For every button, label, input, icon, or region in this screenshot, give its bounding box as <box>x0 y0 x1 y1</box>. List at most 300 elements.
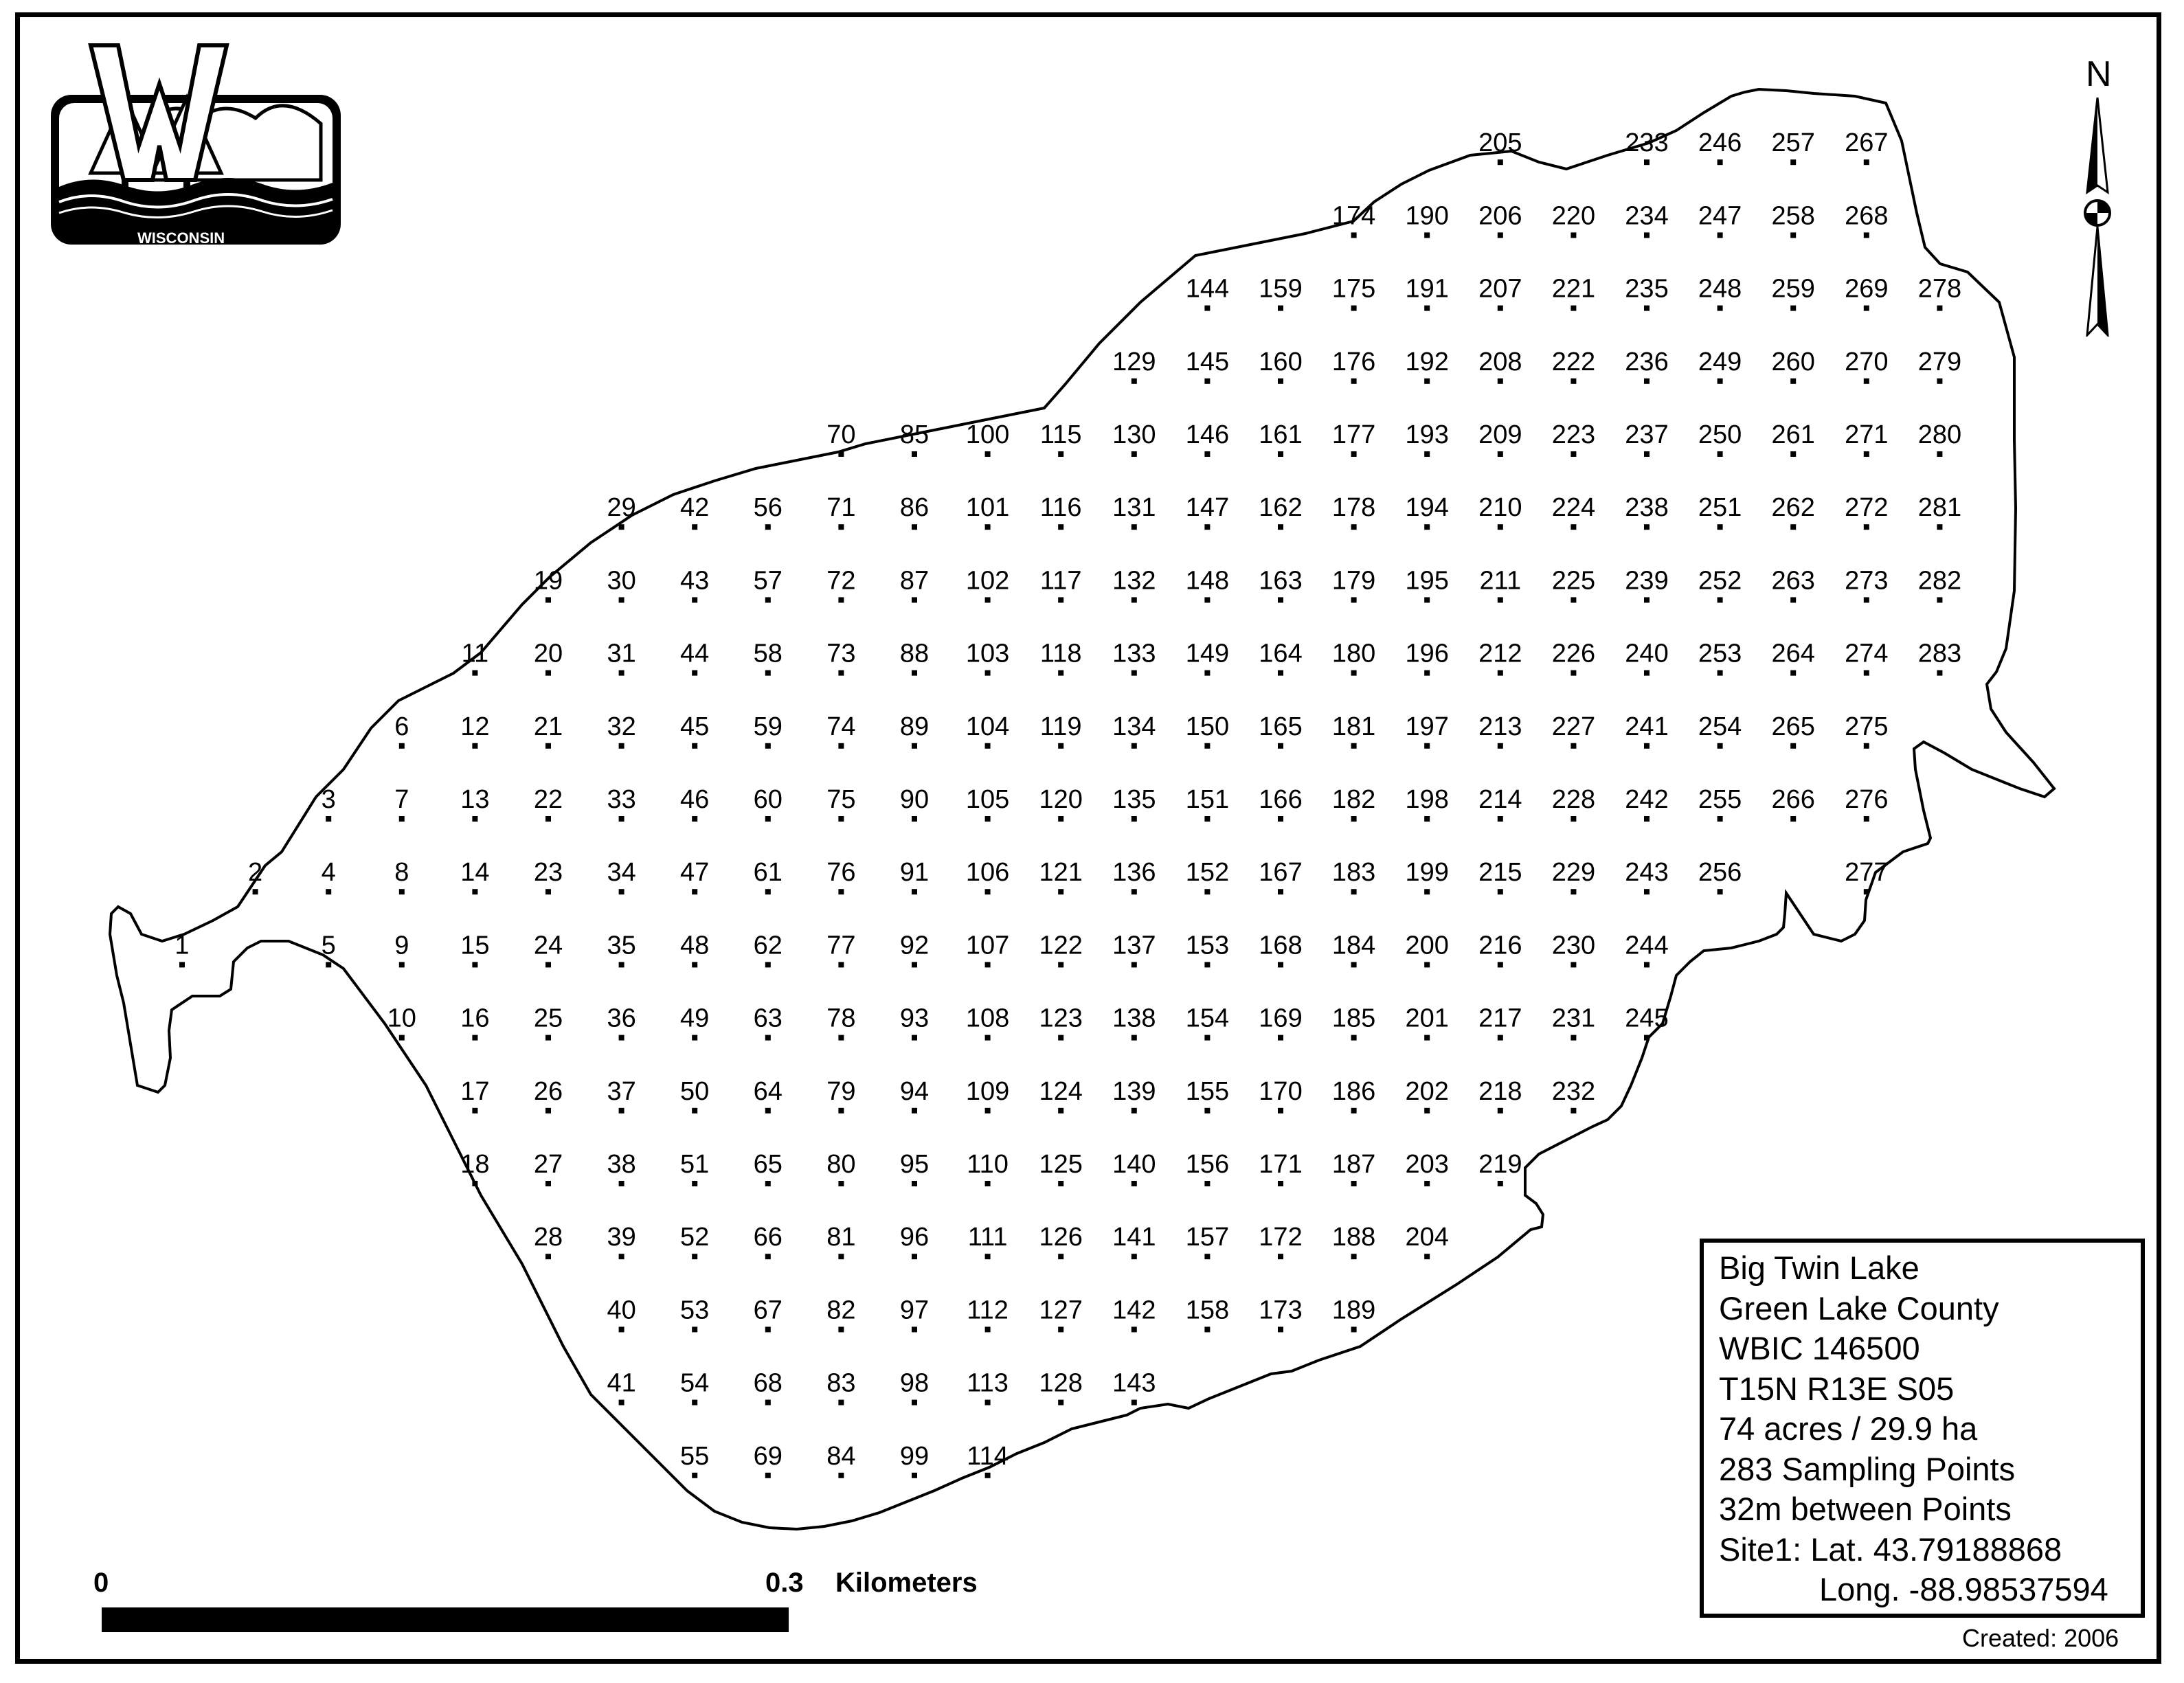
sampling-point-label: 130 <box>1112 420 1156 449</box>
sampling-point-label: 97 <box>899 1296 930 1325</box>
sampling-point-label: 112 <box>967 1296 1009 1325</box>
sampling-point-label: 179 <box>1331 566 1376 596</box>
sampling-point-label: 88 <box>899 639 930 668</box>
sampling-point-label: 196 <box>1405 639 1449 668</box>
sampling-point-label: 190 <box>1405 201 1449 231</box>
sampling-point-label: 91 <box>899 858 930 888</box>
sampling-point-label: 123 <box>1039 1004 1083 1033</box>
sampling-point-label: 18 <box>460 1150 490 1179</box>
sampling-point-label: 199 <box>1405 858 1449 888</box>
sampling-point-label: 149 <box>1185 639 1230 668</box>
north-arrow-icon <box>2082 96 2113 337</box>
lake-name: Big Twin Lake <box>1719 1250 1920 1286</box>
sampling-point-label: 12 <box>460 712 490 741</box>
sampling-point-label: 200 <box>1405 931 1449 960</box>
sampling-point-label: 210 <box>1478 493 1522 523</box>
sampling-point-label: 6 <box>394 712 409 741</box>
sampling-point-label: 215 <box>1478 858 1522 888</box>
sampling-point-label: 131 <box>1112 493 1156 523</box>
sampling-point-label: 22 <box>533 785 563 814</box>
sampling-point-label: 172 <box>1259 1223 1303 1252</box>
sampling-point-label: 176 <box>1331 347 1376 376</box>
scale-end-label: 0.3 <box>765 1568 804 1598</box>
sampling-point-label: 267 <box>1845 128 1889 158</box>
sampling-count: 283 Sampling Points <box>1719 1450 2016 1487</box>
sampling-point-label: 232 <box>1551 1076 1596 1106</box>
sampling-point-label: 21 <box>533 712 563 741</box>
sampling-point-label: 270 <box>1845 347 1889 376</box>
sampling-point-label: 154 <box>1185 1004 1230 1033</box>
sampling-point-label: 128 <box>1039 1368 1083 1398</box>
sampling-point-label: 59 <box>753 712 783 741</box>
sampling-point-label: 48 <box>680 931 710 960</box>
sampling-point-label: 40 <box>607 1296 636 1325</box>
sampling-point-label: 75 <box>826 785 856 814</box>
sampling-point-label: 44 <box>680 639 710 668</box>
sampling-point-label: 216 <box>1478 931 1522 960</box>
sampling-point-label: 113 <box>967 1368 1009 1398</box>
sampling-point-label: 257 <box>1771 128 1815 158</box>
sampling-point-label: 229 <box>1551 858 1596 888</box>
scale-unit-label: Kilometers <box>835 1568 978 1598</box>
sampling-point-label: 184 <box>1331 931 1376 960</box>
sampling-point-label: 24 <box>533 931 563 960</box>
dnr-logo <box>49 43 363 270</box>
sampling-point-label: 188 <box>1331 1223 1376 1252</box>
sampling-point-label: 219 <box>1478 1150 1522 1179</box>
sampling-point-label: 102 <box>965 566 1010 596</box>
sampling-point-label: 178 <box>1331 493 1376 523</box>
sampling-point-label: 213 <box>1478 712 1522 741</box>
sampling-point-label: 129 <box>1112 347 1156 376</box>
sampling-point-label: 180 <box>1331 639 1376 668</box>
sampling-point-label: 272 <box>1845 493 1889 523</box>
sampling-point-label: 71 <box>826 493 856 523</box>
sampling-point-label: 117 <box>1039 566 1082 596</box>
sampling-point-label: 116 <box>1039 493 1082 523</box>
sampling-point-label: 263 <box>1771 566 1815 596</box>
sampling-point-label: 265 <box>1771 712 1815 741</box>
sampling-point-label: 11 <box>461 639 489 668</box>
sampling-point-label: 281 <box>1917 493 1962 523</box>
sampling-point-label: 28 <box>533 1223 563 1252</box>
sampling-point-label: 174 <box>1331 201 1376 231</box>
sampling-point-label: 192 <box>1405 347 1449 376</box>
logo-line-1: WISCONSIN <box>137 229 225 247</box>
sampling-point-label: 74 <box>826 712 856 741</box>
sampling-point-label: 276 <box>1845 785 1889 814</box>
scale-bar <box>102 1607 789 1632</box>
sampling-point-label: 170 <box>1259 1076 1303 1106</box>
sampling-point-label: 72 <box>826 566 856 596</box>
sampling-point-label: 23 <box>533 858 563 888</box>
sampling-point-label: 100 <box>965 420 1010 449</box>
sampling-point-label: 266 <box>1771 785 1815 814</box>
sampling-point-label: 124 <box>1039 1076 1083 1106</box>
sampling-point-label: 19 <box>533 566 563 596</box>
sampling-point-label: 142 <box>1112 1296 1156 1325</box>
sampling-point-label: 274 <box>1845 639 1889 668</box>
sampling-point-label: 254 <box>1698 712 1742 741</box>
sampling-point-label: 157 <box>1185 1223 1230 1252</box>
sampling-point-label: 66 <box>753 1223 783 1252</box>
sampling-point-label: 33 <box>607 785 636 814</box>
sampling-point-label: 51 <box>680 1150 710 1179</box>
sampling-point-label: 173 <box>1259 1296 1303 1325</box>
sampling-point-label: 125 <box>1039 1150 1083 1179</box>
sampling-point-label: 42 <box>680 493 710 523</box>
sampling-point-label: 15 <box>460 931 490 960</box>
sampling-point-label: 110 <box>967 1150 1009 1179</box>
sampling-point-label: 264 <box>1771 639 1815 668</box>
sampling-point-label: 238 <box>1625 493 1669 523</box>
sampling-point-label: 153 <box>1185 931 1230 960</box>
sampling-point-label: 152 <box>1185 858 1230 888</box>
sampling-point-label: 225 <box>1551 566 1596 596</box>
sampling-point-label: 205 <box>1478 128 1522 158</box>
point-spacing: 32m between Points <box>1719 1491 2012 1527</box>
sampling-point-label: 103 <box>965 639 1010 668</box>
sampling-point-label: 206 <box>1478 201 1522 231</box>
sampling-point-label: 158 <box>1185 1296 1230 1325</box>
sampling-point-label: 85 <box>899 420 930 449</box>
sampling-point-label: 194 <box>1405 493 1449 523</box>
sampling-point-label: 62 <box>753 931 783 960</box>
sampling-point-label: 277 <box>1845 858 1889 888</box>
lake-area: 74 acres / 29.9 ha <box>1719 1410 1978 1447</box>
sampling-point-label: 244 <box>1625 931 1669 960</box>
sampling-point-label: 43 <box>680 566 710 596</box>
sampling-point-label: 231 <box>1551 1004 1596 1033</box>
sampling-point-label: 168 <box>1259 931 1303 960</box>
sampling-point-label: 132 <box>1112 566 1156 596</box>
sampling-point-label: 251 <box>1698 493 1742 523</box>
sampling-point-label: 228 <box>1551 785 1596 814</box>
sampling-point-label: 209 <box>1478 420 1522 449</box>
sampling-point-label: 166 <box>1259 785 1303 814</box>
sampling-point-label: 280 <box>1917 420 1962 449</box>
sampling-point-label: 46 <box>680 785 710 814</box>
sampling-point-label: 96 <box>899 1223 930 1252</box>
sampling-point-label: 115 <box>1039 420 1082 449</box>
sampling-point-label: 261 <box>1771 420 1815 449</box>
sampling-point-label: 282 <box>1917 566 1962 596</box>
sampling-point-label: 60 <box>753 785 783 814</box>
sampling-point-label: 25 <box>533 1004 563 1033</box>
sampling-point-label: 139 <box>1112 1076 1156 1106</box>
sampling-point-label: 151 <box>1185 785 1230 814</box>
sampling-point-label: 148 <box>1185 566 1230 596</box>
sampling-point-label: 5 <box>321 931 336 960</box>
sampling-point-label: 275 <box>1845 712 1889 741</box>
sampling-point-label: 140 <box>1112 1150 1156 1179</box>
sampling-point-label: 138 <box>1112 1004 1156 1033</box>
sampling-point-label: 220 <box>1551 201 1596 231</box>
sampling-point-label: 50 <box>680 1076 710 1106</box>
sampling-point-label: 155 <box>1185 1076 1230 1106</box>
logo-line-2: DEPT. OF NATURAL RESOURCES <box>120 253 363 270</box>
sampling-point-label: 4 <box>321 858 336 888</box>
sampling-point-label: 189 <box>1331 1296 1376 1325</box>
sampling-point-label: 101 <box>965 493 1010 523</box>
sampling-point-label: 183 <box>1331 858 1376 888</box>
sampling-point-label: 217 <box>1478 1004 1522 1033</box>
sampling-point-label: 233 <box>1625 128 1669 158</box>
sampling-point-label: 49 <box>680 1004 710 1033</box>
sampling-point-label: 81 <box>826 1223 856 1252</box>
sampling-point-label: 283 <box>1917 639 1962 668</box>
sampling-point-label: 191 <box>1405 274 1449 304</box>
sampling-point-label: 145 <box>1185 347 1230 376</box>
sampling-point-label: 107 <box>965 931 1010 960</box>
sampling-point-label: 169 <box>1259 1004 1303 1033</box>
sampling-point-label: 162 <box>1259 493 1303 523</box>
sampling-point-label: 47 <box>680 858 710 888</box>
sampling-point-label: 271 <box>1845 420 1889 449</box>
lake-info-box <box>1700 1239 2145 1618</box>
sampling-point-label: 226 <box>1551 639 1596 668</box>
sampling-point-label: 262 <box>1771 493 1815 523</box>
sampling-point-label: 236 <box>1625 347 1669 376</box>
sampling-point-label: 234 <box>1625 201 1669 231</box>
sampling-point-label: 177 <box>1331 420 1376 449</box>
sampling-point-label: 76 <box>826 858 856 888</box>
sampling-point-label: 39 <box>607 1223 636 1252</box>
sampling-point-label: 93 <box>899 1004 930 1033</box>
sampling-point-label: 64 <box>753 1076 783 1106</box>
sampling-point-label: 221 <box>1551 274 1596 304</box>
sampling-point-label: 16 <box>460 1004 490 1033</box>
sampling-point-label: 104 <box>965 712 1010 741</box>
sampling-point-label: 243 <box>1625 858 1669 888</box>
sampling-point-label: 223 <box>1551 420 1596 449</box>
sampling-point-label: 36 <box>607 1004 636 1033</box>
sampling-point-label: 202 <box>1405 1076 1449 1106</box>
sampling-point-label: 186 <box>1331 1076 1376 1106</box>
sampling-point-label: 239 <box>1625 566 1669 596</box>
sampling-point-label: 78 <box>826 1004 856 1033</box>
sampling-point-label: 143 <box>1112 1368 1156 1398</box>
sampling-point-label: 105 <box>965 785 1010 814</box>
sampling-point-label: 94 <box>899 1076 930 1106</box>
dnr-logo-icon <box>49 43 342 246</box>
sampling-point-label: 141 <box>1112 1223 1156 1252</box>
sampling-point-label: 195 <box>1405 566 1449 596</box>
sampling-point-label: 237 <box>1625 420 1669 449</box>
sampling-point-label: 273 <box>1845 566 1889 596</box>
sampling-point-label: 256 <box>1698 858 1742 888</box>
site-latitude: Site1: Lat. 43.79188868 <box>1719 1530 2062 1568</box>
sampling-point-label: 8 <box>394 858 409 888</box>
sampling-point-label: 252 <box>1698 566 1742 596</box>
sampling-point-label: 126 <box>1039 1223 1083 1252</box>
sampling-point-label: 235 <box>1625 274 1669 304</box>
sampling-point-label: 218 <box>1478 1076 1522 1106</box>
sampling-point-label: 106 <box>965 858 1010 888</box>
north-label: N <box>2086 54 2112 94</box>
sampling-point-label: 245 <box>1625 1004 1669 1033</box>
sampling-point-label: 32 <box>607 712 636 741</box>
sampling-point-label: 249 <box>1698 347 1742 376</box>
sampling-point-label: 7 <box>394 785 409 814</box>
sampling-point-label: 242 <box>1625 785 1669 814</box>
sampling-point-label: 144 <box>1185 274 1230 304</box>
sampling-point-label: 135 <box>1112 785 1156 814</box>
sampling-point-label: 207 <box>1478 274 1522 304</box>
sampling-point-label: 259 <box>1771 274 1815 304</box>
sampling-point-label: 3 <box>321 785 336 814</box>
sampling-point-label: 55 <box>680 1441 710 1471</box>
sampling-point-label: 68 <box>753 1368 783 1398</box>
sampling-point-label: 83 <box>826 1368 856 1398</box>
site-longitude: Long. -88.98537594 <box>1819 1571 2108 1607</box>
sampling-point-label: 278 <box>1917 274 1962 304</box>
sampling-point-label: 269 <box>1845 274 1889 304</box>
sampling-point-label: 146 <box>1185 420 1230 449</box>
sampling-point-label: 160 <box>1259 347 1303 376</box>
sampling-point-label: 201 <box>1405 1004 1449 1033</box>
sampling-point-label: 61 <box>753 858 783 888</box>
sampling-point-label: 159 <box>1259 274 1303 304</box>
sampling-point-label: 175 <box>1331 274 1376 304</box>
sampling-point-label: 95 <box>899 1150 930 1179</box>
sampling-point-label: 211 <box>1479 566 1522 596</box>
sampling-point-label: 163 <box>1259 566 1303 596</box>
sampling-point-label: 241 <box>1625 712 1669 741</box>
sampling-point-label: 67 <box>753 1296 783 1325</box>
sampling-point-label: 255 <box>1698 785 1742 814</box>
sampling-point-label: 77 <box>826 931 856 960</box>
sampling-point-label: 214 <box>1478 785 1522 814</box>
township-range: T15N R13E S05 <box>1719 1370 1955 1407</box>
sampling-point-label: 224 <box>1551 493 1596 523</box>
sampling-point-label: 118 <box>1039 639 1082 668</box>
sampling-point-label: 133 <box>1112 639 1156 668</box>
sampling-point-label: 204 <box>1405 1223 1449 1252</box>
sampling-point-label: 181 <box>1331 712 1376 741</box>
sampling-point-label: 57 <box>753 566 783 596</box>
sampling-point-label: 70 <box>826 420 856 449</box>
sampling-point-label: 167 <box>1259 858 1303 888</box>
sampling-point-label: 29 <box>607 493 636 523</box>
sampling-point-label: 109 <box>965 1076 1010 1106</box>
sampling-point-label: 248 <box>1698 274 1742 304</box>
sampling-point-label: 53 <box>680 1296 710 1325</box>
sampling-point-label: 35 <box>607 931 636 960</box>
sampling-point-label: 99 <box>899 1441 930 1471</box>
sampling-point-label: 185 <box>1331 1004 1376 1033</box>
sampling-point-label: 52 <box>680 1223 710 1252</box>
sampling-point-label: 111 <box>967 1223 1008 1252</box>
sampling-point-label: 250 <box>1698 420 1742 449</box>
sampling-point-label: 87 <box>899 566 930 596</box>
wbic-code: WBIC 146500 <box>1719 1330 1920 1366</box>
sampling-point-label: 80 <box>826 1150 856 1179</box>
sampling-point-label: 260 <box>1771 347 1815 376</box>
sampling-point-label: 230 <box>1551 931 1596 960</box>
sampling-point-label: 69 <box>753 1441 783 1471</box>
sampling-point-label: 114 <box>967 1441 1009 1471</box>
sampling-point-label: 2 <box>248 858 263 888</box>
sampling-point-label: 92 <box>899 931 930 960</box>
sampling-point-label: 268 <box>1845 201 1889 231</box>
sampling-point-label: 65 <box>753 1150 783 1179</box>
sampling-point-label: 17 <box>460 1076 490 1106</box>
sampling-point-label: 84 <box>826 1441 856 1471</box>
sampling-point-label: 198 <box>1405 785 1449 814</box>
sampling-point-label: 122 <box>1039 931 1083 960</box>
sampling-point-label: 13 <box>460 785 490 814</box>
sampling-point-label: 98 <box>899 1368 930 1398</box>
sampling-point-label: 193 <box>1405 420 1449 449</box>
sampling-point-label: 247 <box>1698 201 1742 231</box>
sampling-point-label: 253 <box>1698 639 1742 668</box>
sampling-point-label: 38 <box>607 1150 636 1179</box>
sampling-point-label: 171 <box>1259 1150 1303 1179</box>
sampling-point-label: 30 <box>607 566 636 596</box>
created-date: Created: 2006 <box>1962 1624 2119 1652</box>
sampling-point-label: 164 <box>1259 639 1303 668</box>
sampling-point-label: 203 <box>1405 1150 1449 1179</box>
sampling-point-label: 227 <box>1551 712 1596 741</box>
sampling-point-label: 26 <box>533 1076 563 1106</box>
sampling-point-label: 127 <box>1039 1296 1083 1325</box>
sampling-point-label: 20 <box>533 639 563 668</box>
sampling-point-label: 182 <box>1331 785 1376 814</box>
sampling-point-label: 246 <box>1698 128 1742 158</box>
sampling-point-label: 150 <box>1185 712 1230 741</box>
sampling-point-label: 197 <box>1405 712 1449 741</box>
sampling-point-label: 212 <box>1478 639 1522 668</box>
sampling-point-label: 9 <box>394 931 409 960</box>
sampling-point-label: 156 <box>1185 1150 1230 1179</box>
sampling-point-label: 73 <box>826 639 856 668</box>
sampling-point-label: 14 <box>460 858 490 888</box>
sampling-point-label: 79 <box>826 1076 856 1106</box>
sampling-point-label: 279 <box>1917 347 1962 376</box>
sampling-point-label: 208 <box>1478 347 1522 376</box>
scale-zero-label: 0 <box>93 1568 109 1598</box>
sampling-point-label: 63 <box>753 1004 783 1033</box>
sampling-point-label: 240 <box>1625 639 1669 668</box>
sampling-point-label: 134 <box>1112 712 1156 741</box>
sampling-point-label: 120 <box>1039 785 1083 814</box>
sampling-point-label: 137 <box>1112 931 1156 960</box>
sampling-point-label: 121 <box>1039 858 1083 888</box>
sampling-point-label: 34 <box>607 858 636 888</box>
sampling-point-label: 119 <box>1039 712 1082 741</box>
sampling-point-label: 1 <box>175 931 190 960</box>
sampling-point-label: 90 <box>899 785 930 814</box>
sampling-point-label: 54 <box>680 1368 710 1398</box>
sampling-point-label: 147 <box>1185 493 1230 523</box>
county-name: Green Lake County <box>1719 1289 1999 1326</box>
sampling-point-label: 10 <box>387 1004 416 1033</box>
sampling-point-label: 31 <box>607 639 636 668</box>
sampling-point-label: 27 <box>533 1150 563 1179</box>
sampling-point-label: 165 <box>1259 712 1303 741</box>
sampling-point-label: 56 <box>753 493 783 523</box>
sampling-point-label: 45 <box>680 712 710 741</box>
sampling-point-label: 82 <box>826 1296 856 1325</box>
sampling-point-label: 136 <box>1112 858 1156 888</box>
sampling-point-label: 89 <box>899 712 930 741</box>
sampling-point-label: 161 <box>1259 420 1303 449</box>
sampling-point-label: 187 <box>1331 1150 1376 1179</box>
sampling-point-label: 58 <box>753 639 783 668</box>
sampling-point-label: 222 <box>1551 347 1596 376</box>
sampling-point-label: 41 <box>607 1368 636 1398</box>
